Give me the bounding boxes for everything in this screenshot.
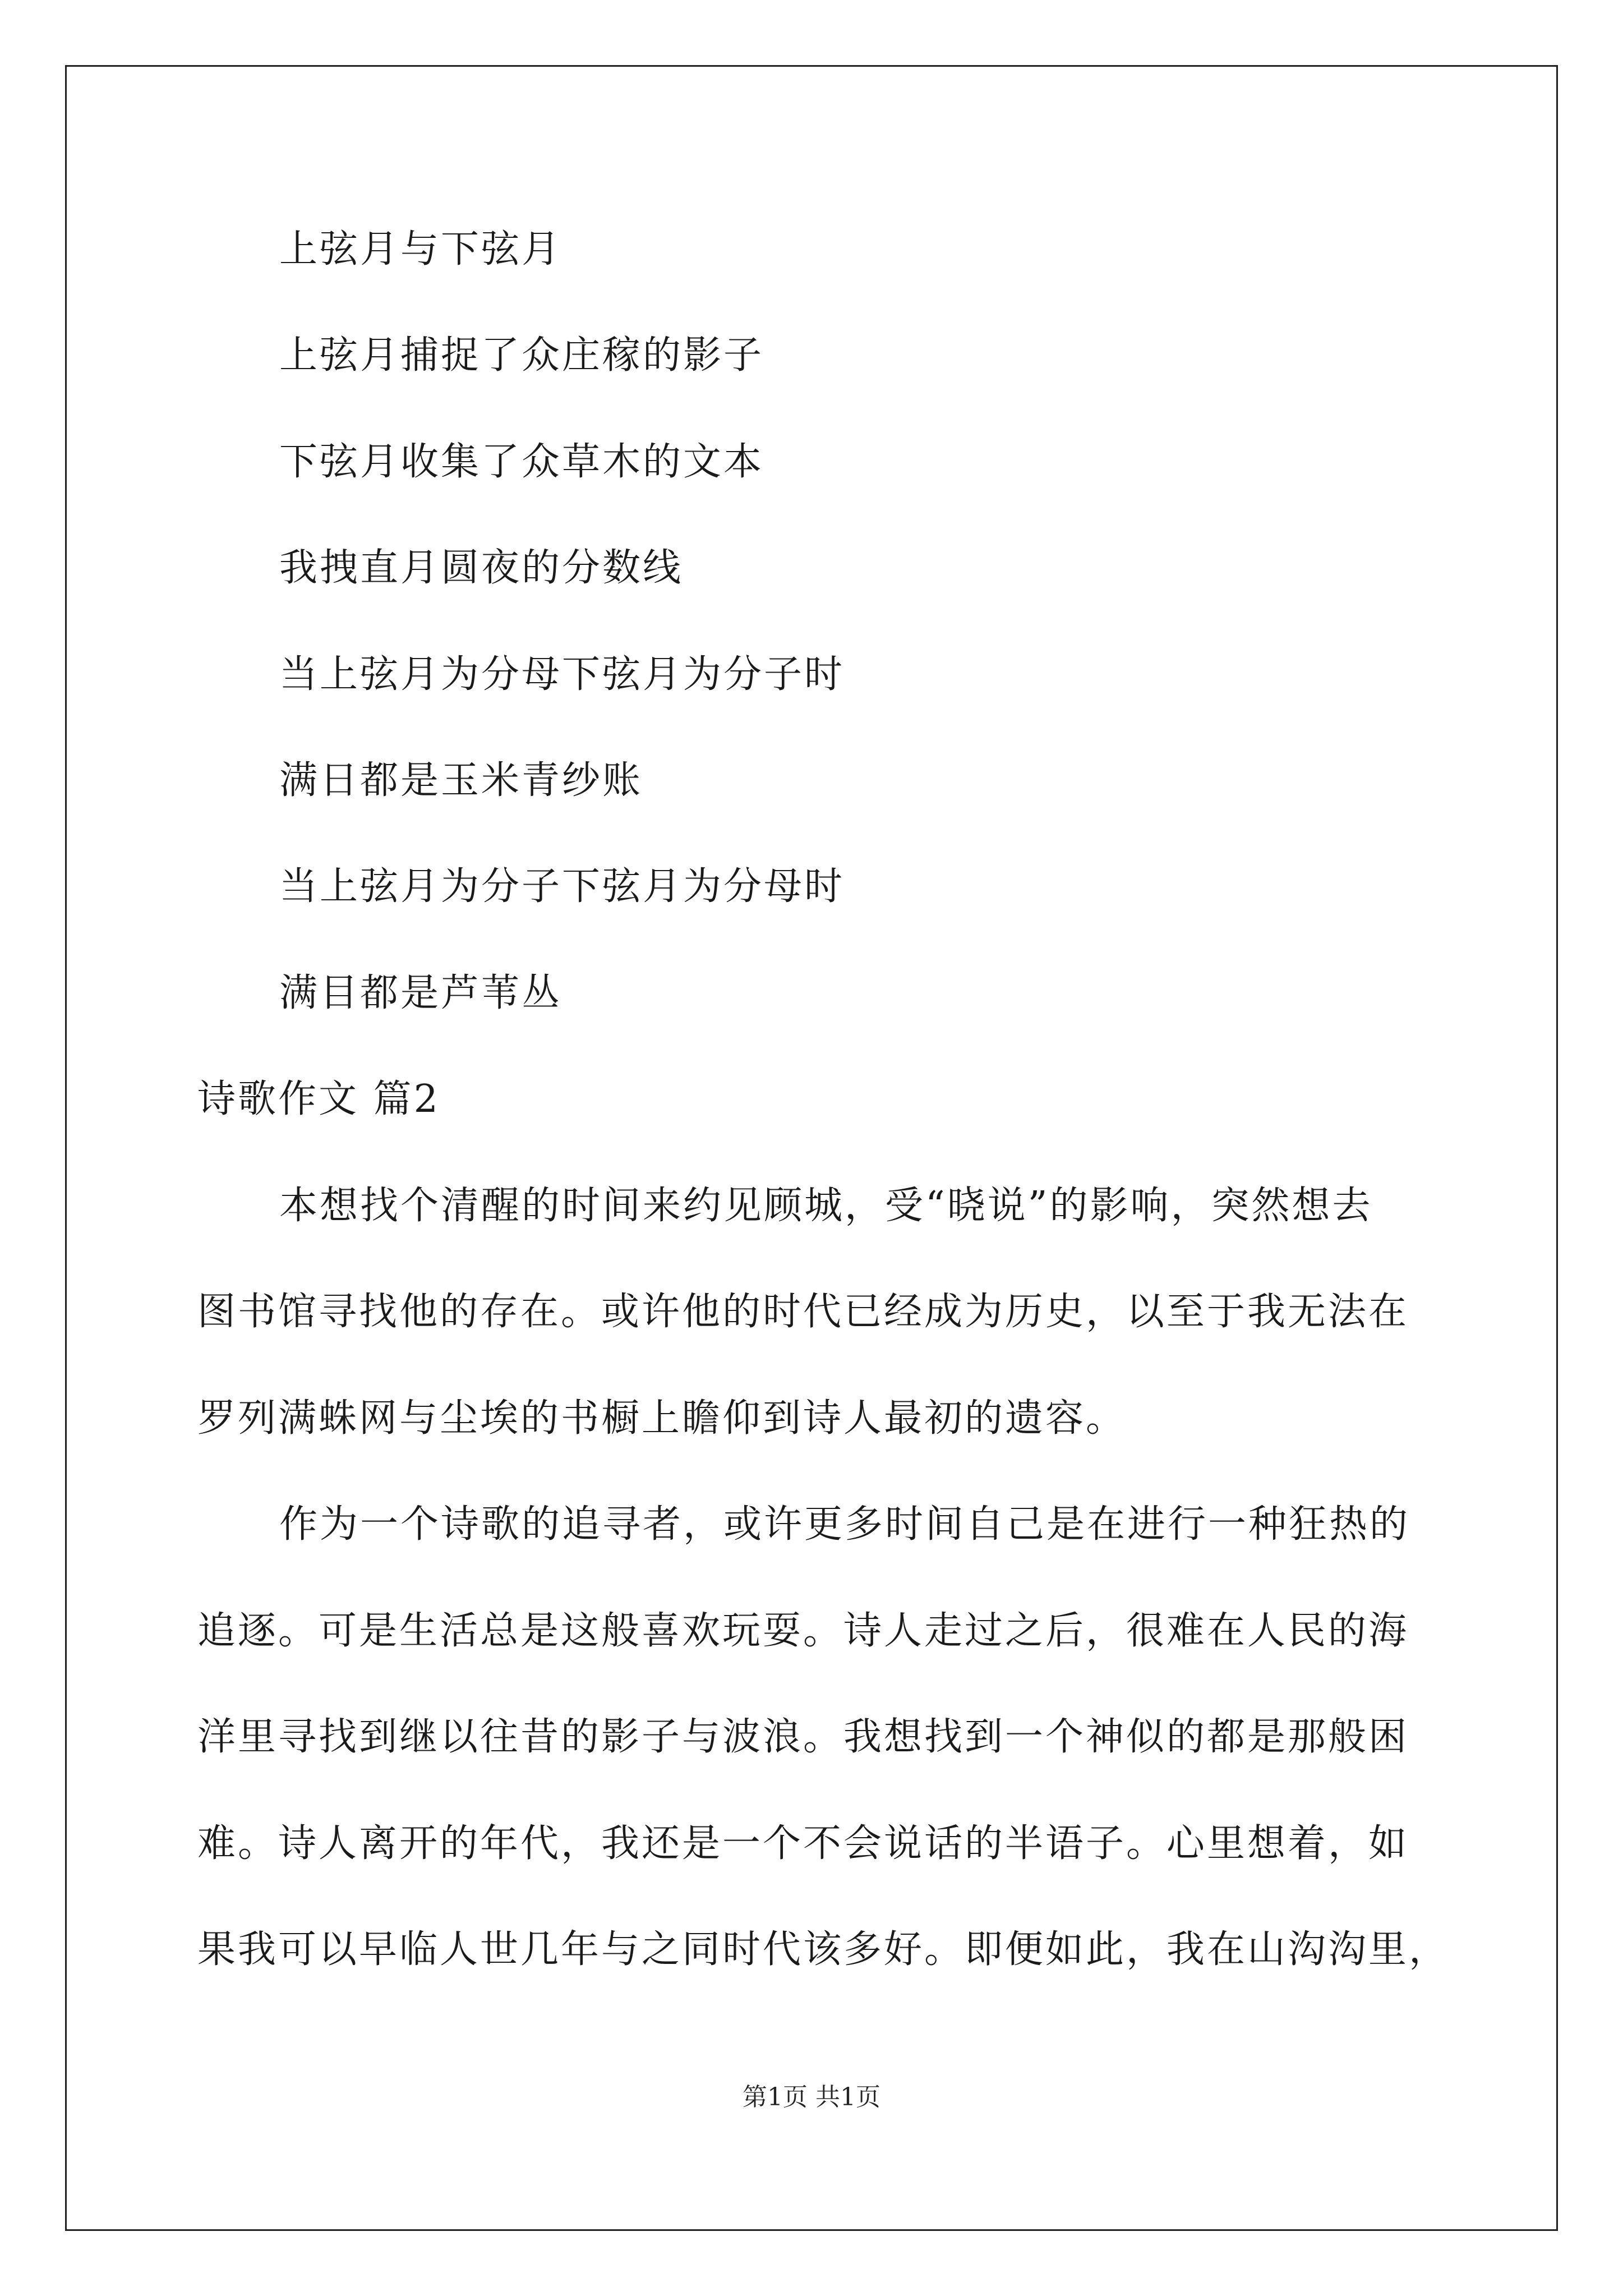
prose-line-2: 图书馆寻找他的存在。或许他的时代已经成为历史，以至于我无法在 <box>197 1290 1409 1334</box>
prose-line-6: 洋里寻找到继以往昔的影子与波浪。我想找到一个神似的都是那般困 <box>197 1715 1409 1759</box>
poem-line-7: 当上弦月为分子下弦月为分母时 <box>279 864 845 909</box>
poem-line-2: 上弦月捕捉了众庄稼的影子 <box>279 333 764 378</box>
poem-line-1: 上弦月与下弦月 <box>279 227 562 272</box>
poem-line-6: 满日都是玉米青纱账 <box>279 758 643 803</box>
prose-line-1: 本想找个清醒的时间来约见顾城，受“晓说”的影响，突然想去 <box>279 1184 1373 1228</box>
prose-line-5: 追逐。可是生活总是这般喜欢玩耍。诗人走过之后，很难在人民的海 <box>197 1609 1409 1653</box>
poem-line-4: 我拽直月圆夜的分数线 <box>279 546 684 590</box>
poem-line-8: 满目都是芦苇丛 <box>279 971 562 1015</box>
poem-line-5: 当上弦月为分母下弦月为分子时 <box>279 652 845 697</box>
prose-line-3: 罗列满蛛网与尘埃的书橱上瞻仰到诗人最初的遗容。 <box>197 1396 1127 1441</box>
section-heading: 诗歌作文 篇2 <box>197 1077 440 1121</box>
prose-line-8: 果我可以早临人世几年与之同时代该多好。即便如此，我在山沟沟里， <box>197 1927 1450 1972</box>
prose-line-4: 作为一个诗歌的追寻者，或许更多时间自己是在进行一种狂热的 <box>279 1502 1410 1547</box>
poem-line-3: 下弦月收集了众草木的文本 <box>279 440 764 484</box>
page-number-footer: 第1页 共1页 <box>743 2083 880 2111</box>
page-border <box>65 65 1558 2231</box>
prose-line-7: 难。诗人离开的年代，我还是一个不会说话的半语子。心里想着，如 <box>197 1821 1409 1866</box>
